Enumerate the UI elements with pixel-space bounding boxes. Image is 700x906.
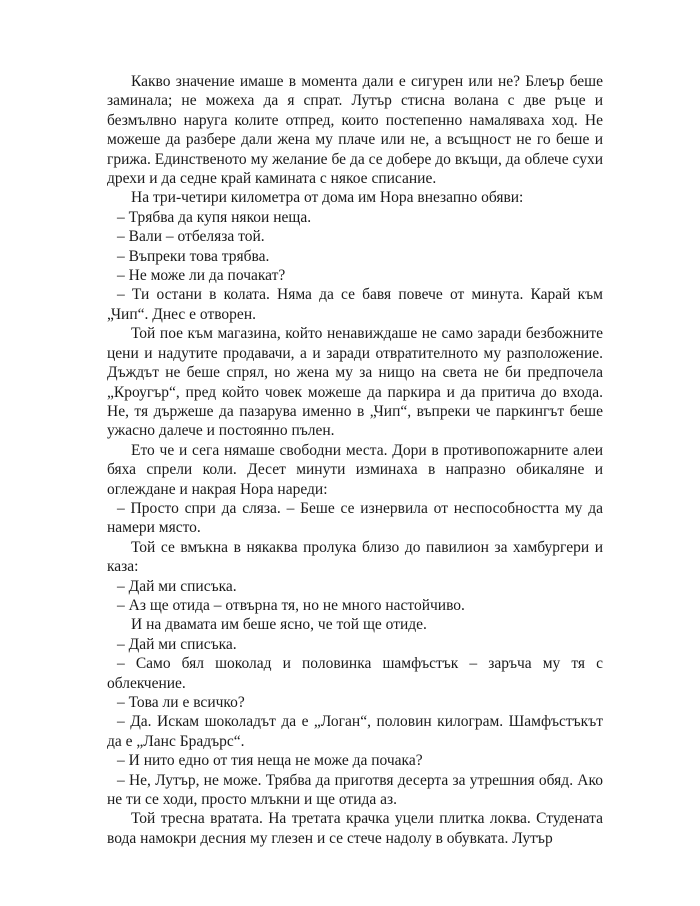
paragraph: Той тресна вратата. На третата крачка уцели плитка локва. Студената вода намокри десния му глезен и се стече надолу в обувката. Лутър <box>107 810 603 847</box>
dialogue-line: – Вали – отбеляза той. <box>117 228 265 246</box>
dialogue-line: – Това ли е всичко? <box>117 694 245 711</box>
dialogue-line: – Не, Лутър, не може. Трябва да приготвя десерта за утрешния обяд. Ако не ти се ходи, просто млъкни и ще отида аз. <box>107 771 603 809</box>
dialogue-line: – Аз ще отида – отвърна тя, но не много настойчиво. <box>117 596 465 614</box>
dialogue-line: – Дай ми списъка. <box>117 577 237 595</box>
paragraph: Той се вмъкна в някаква пролука близо до павилион за хамбургери и каза: <box>107 538 603 576</box>
dialogue-line: – Ти остани в колата. Няма да се бавя повече от минута. Карай към „Чип“. Днес е отворен. <box>107 286 603 323</box>
dialogue-line: – Да. Искам шоколадът да е „Логан“, половин килограм. Шамфъстъкът да е „Ланс Брадърс“. <box>107 713 603 750</box>
paragraph: На три-четири километра от дома им Нора внезапно обяви: <box>131 189 524 207</box>
dialogue-line: – Не може ли да почакат? <box>117 267 286 285</box>
paragraph: Какво значение имаше в момента дали е сигурен или не? Блеър беше заминала; не можеха да я спрат. Лутър стисна волана с две ръце и безмълвно наруга колите отпред, които постепенно намаляваха ход. Не можеше да разбере дали жена му плаче или не, а всъщност не го беше и грижа. Единственото му желание бе да се добере до вкъщи, да облече сухи дрехи и да седне край камината с някое списание. <box>107 73 603 188</box>
dialogue-line: – Въпреки това трябва. <box>117 247 270 265</box>
paragraph: И на двамата им беше ясно, че той ще отиде. <box>131 616 427 634</box>
paragraph: Той пое към магазина, който ненавиждаше не само заради безбожните цени и надутите продавачи, а и заради отвратителното му разположение. Дъждът не беше спрял, но жена му за нищо на света не би предпочела „Кроугър“, пред който човек можеше да паркира и да притича до входа. Не, тя държеше да пазарува именно в „Чип“, въпреки че паркингът беше ужасно далече и постоянно пълен. <box>107 325 603 440</box>
dialogue-line: – Трябва да купя някои неща. <box>117 208 312 226</box>
dialogue-line: – Просто спри да сляза. – Беше се изнервила от неспособността му да намери място. <box>107 499 603 537</box>
dialogue-line: – И нито едно от тия неща не може да почака? <box>117 752 423 770</box>
dialogue-line: – Дай ми списъка. <box>117 635 237 653</box>
dialogue-line: – Само бял шоколад и половинка шамфъстък – заръча му тя с облекчение. <box>107 655 603 692</box>
document-page <box>107 72 603 848</box>
paragraph: Ето че и сега нямаше свободни места. Дори в противопожарните алеи бяха спрели коли. Десет минути изминаха в напразно обикаляне и оглеждане и накрая Нора нареди: <box>107 441 603 498</box>
